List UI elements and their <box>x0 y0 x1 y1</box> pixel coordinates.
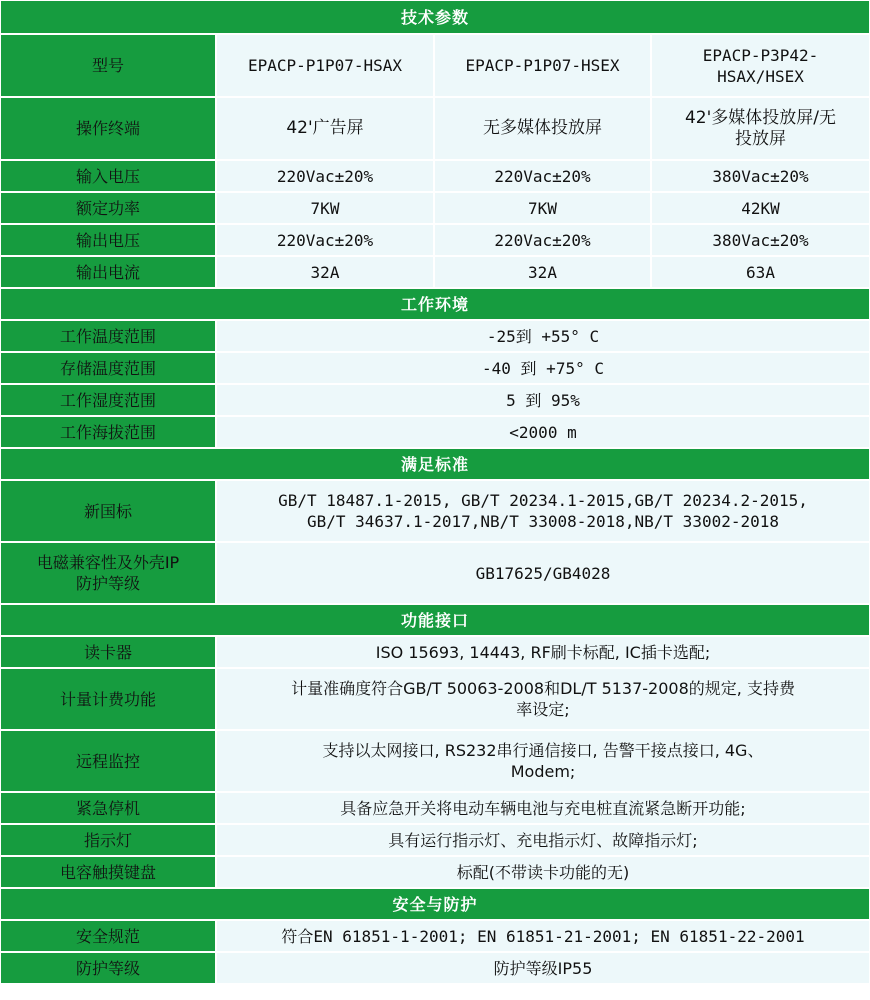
row-label-card-reader: 读卡器 <box>0 636 216 668</box>
row-label-emc-ip: 电磁兼容性及外壳IP 防护等级 <box>0 542 216 604</box>
model-cell: EPACP-P1P07-HSEX <box>434 34 651 97</box>
row-label-input-voltage: 输入电压 <box>0 160 216 192</box>
value-cell: 具备应急开关将电动车辆电池与充电桩直流紧急断开功能; <box>216 792 870 824</box>
value-cell: 具有运行指示灯、充电指示灯、故障指示灯; <box>216 824 870 856</box>
model-cell: EPACP-P3P42- HSAX/HSEX <box>651 34 870 97</box>
value-cell: 5 到 95% <box>216 384 870 416</box>
value-cell: 符合EN 61851-1-2001; EN 61851-21-2001; EN 61851-22-2001 <box>216 920 870 952</box>
row-label-national-standard: 新国标 <box>0 480 216 542</box>
value-cell: 220Vac±20% <box>216 160 434 192</box>
value-cell: 42KW <box>651 192 870 224</box>
value-cell: 32A <box>434 256 651 288</box>
value-cell: 支持以太网接口, RS232串行通信接口, 告警干接点接口, 4G、 Modem; <box>216 730 870 792</box>
row-label-output-voltage: 输出电压 <box>0 224 216 256</box>
row-label-terminal: 操作终端 <box>0 97 216 160</box>
value-cell: 220Vac±20% <box>434 160 651 192</box>
row-label-protection-class: 防护等级 <box>0 952 216 984</box>
value-cell: 220Vac±20% <box>216 224 434 256</box>
row-label-indicator: 指示灯 <box>0 824 216 856</box>
value-cell: ISO 15693, 14443, RF刷卡标配, IC插卡选配; <box>216 636 870 668</box>
section-header-functions: 功能接口 <box>0 604 870 636</box>
value-cell: 标配(不带读卡功能的无) <box>216 856 870 888</box>
value-cell: GB/T 18487.1-2015, GB/T 20234.1-2015,GB/T 20234.2-2015, GB/T 34637.1-2017,NB/T 33008-2018,NB/T 33002-2018 <box>216 480 870 542</box>
value-cell: 63A <box>651 256 870 288</box>
row-label-touch-keypad: 电容触摸键盘 <box>0 856 216 888</box>
row-label-model: 型号 <box>0 34 216 97</box>
row-label-altitude: 工作海拔范围 <box>0 416 216 448</box>
value-cell: <2000 m <box>216 416 870 448</box>
section-header-safety: 安全与防护 <box>0 888 870 920</box>
value-cell: 220Vac±20% <box>434 224 651 256</box>
value-cell: 380Vac±20% <box>651 224 870 256</box>
value-cell: 42'广告屏 <box>216 97 434 160</box>
value-cell: 防护等级IP55 <box>216 952 870 984</box>
row-label-rated-power: 额定功率 <box>0 192 216 224</box>
value-cell: 7KW <box>216 192 434 224</box>
value-cell: 380Vac±20% <box>651 160 870 192</box>
value-cell: 32A <box>216 256 434 288</box>
model-cell: EPACP-P1P07-HSAX <box>216 34 434 97</box>
value-cell: -25到 +55° C <box>216 320 870 352</box>
value-cell: -40 到 +75° C <box>216 352 870 384</box>
section-header-env: 工作环境 <box>0 288 870 320</box>
value-cell: 计量准确度符合GB/T 50063-2008和DL/T 5137-2008的规定, 支持费 率设定; <box>216 668 870 730</box>
section-header-tech: 技术参数 <box>0 0 870 34</box>
value-cell: 42'多媒体投放屏/无 投放屏 <box>651 97 870 160</box>
value-cell: 7KW <box>434 192 651 224</box>
row-label-emergency-stop: 紧急停机 <box>0 792 216 824</box>
section-header-standards: 满足标准 <box>0 448 870 480</box>
row-label-storage-temp: 存储温度范围 <box>0 352 216 384</box>
row-label-metering-billing: 计量计费功能 <box>0 668 216 730</box>
value-cell: GB17625/GB4028 <box>216 542 870 604</box>
row-label-safety-spec: 安全规范 <box>0 920 216 952</box>
row-label-operating-temp: 工作温度范围 <box>0 320 216 352</box>
value-cell: 无多媒体投放屏 <box>434 97 651 160</box>
row-label-output-current: 输出电流 <box>0 256 216 288</box>
row-label-remote-monitoring: 远程监控 <box>0 730 216 792</box>
row-label-humidity: 工作湿度范围 <box>0 384 216 416</box>
